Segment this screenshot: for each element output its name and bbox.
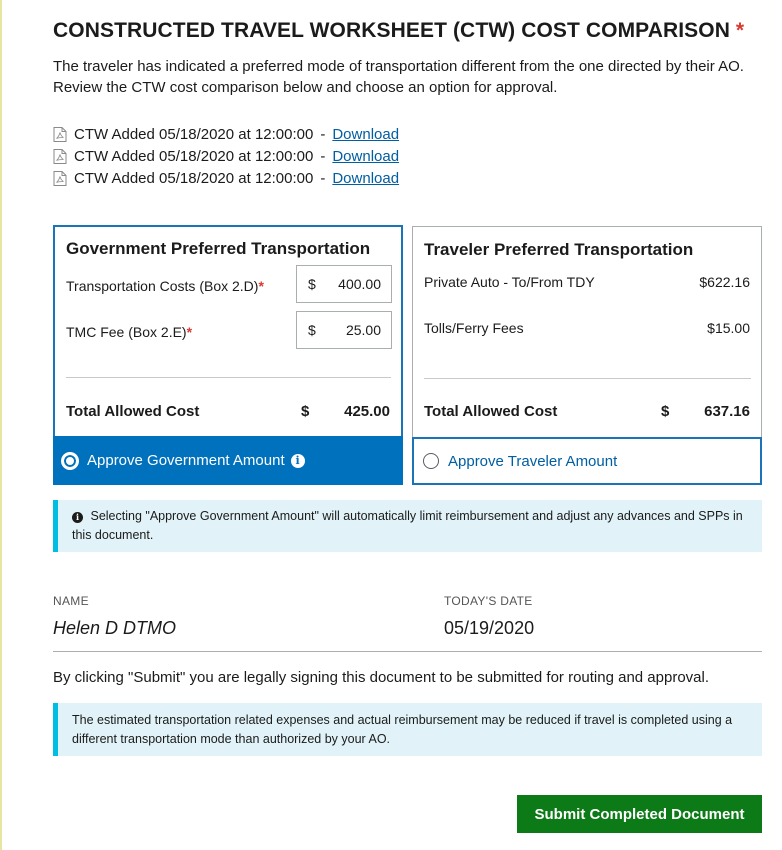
- intro-text: The traveler has indicated a preferred mode of transportation different from the one directed by their AO. Review the CTW cost comparison below and choose an option for approval.: [53, 58, 744, 96]
- info-icon[interactable]: i: [291, 454, 305, 468]
- tmc-fee-value: 25.00: [345, 322, 381, 338]
- currency-symbol: $: [308, 322, 316, 338]
- download-link[interactable]: Download: [332, 169, 400, 187]
- todays-date: 05/19/2020: [444, 618, 535, 638]
- attachment-separator: -: [320, 125, 326, 143]
- attachment-separator: -: [320, 169, 326, 187]
- attachment-separator: -: [320, 147, 326, 165]
- signature-divider: [53, 651, 762, 652]
- card-divider: [66, 377, 391, 378]
- approval-info-alert: [53, 500, 762, 552]
- pdf-file-icon: [53, 149, 67, 164]
- legal-signing-text: By clicking "Submit" you are legally signing this document to be submitted for routing and approval.: [53, 669, 710, 686]
- approve-government-label: Approve Government Amount: [87, 452, 285, 469]
- traveler-total-currency: $: [661, 403, 670, 420]
- private-auto-label: Private Auto - To/From TDY: [424, 274, 595, 290]
- government-cost-card: [53, 225, 403, 485]
- attachment-label: CTW Added 05/18/2020 at 12:00:00: [74, 125, 314, 143]
- approve-traveler-label: Approve Traveler Amount: [448, 452, 618, 470]
- traveler-total-label: Total Allowed Cost: [424, 403, 558, 420]
- pdf-file-icon: [53, 171, 67, 186]
- card-divider: [424, 378, 751, 379]
- government-total-value: 425.00: [344, 403, 390, 420]
- submit-completed-document-button[interactable]: Submit Completed Document: [517, 795, 762, 833]
- date-label: TODAY'S DATE: [444, 594, 533, 608]
- traveler-card-title: Traveler Preferred Transportation: [424, 240, 694, 259]
- approve-government-option[interactable]: [53, 436, 403, 485]
- approve-traveler-radio[interactable]: [423, 453, 439, 469]
- attachment-row: [53, 145, 453, 167]
- tmc-fee-input[interactable]: [296, 311, 392, 349]
- tolls-ferry-value: $15.00: [707, 320, 750, 336]
- government-card-title: Government Preferred Transportation: [66, 239, 371, 258]
- tmc-fee-label: TMC Fee (Box 2.E)*: [66, 324, 193, 340]
- attachment-list: [53, 123, 453, 189]
- required-marker: *: [258, 278, 264, 294]
- attachment-label: CTW Added 05/18/2020 at 12:00:00: [74, 169, 314, 187]
- attachment-row: [53, 167, 453, 189]
- download-link[interactable]: Download: [332, 147, 400, 165]
- pdf-file-icon: [53, 127, 67, 142]
- transportation-costs-label: Transportation Costs (Box 2.D)*: [66, 278, 264, 294]
- estimate-info-text: The estimated transportation related expenses and actual reimbursement may be reduced if travel is completed using a different transportation mode than authorized by your AO.: [72, 713, 733, 746]
- name-label: NAME: [53, 594, 89, 608]
- tolls-ferry-label: Tolls/Ferry Fees: [424, 320, 524, 336]
- private-auto-value: $622.16: [699, 274, 750, 290]
- attachment-row: [53, 123, 453, 145]
- signer-name: Helen D DTMO: [53, 618, 177, 638]
- approve-government-radio[interactable]: [62, 453, 78, 469]
- required-marker: *: [735, 19, 745, 42]
- left-edge-rule: [0, 0, 2, 850]
- required-marker: *: [186, 324, 193, 340]
- transportation-costs-input[interactable]: [296, 265, 392, 303]
- page-title: CONSTRUCTED TRAVEL WORKSHEET (CTW) COST COMPARISON *: [53, 19, 745, 42]
- attachment-label: CTW Added 05/18/2020 at 12:00:00: [74, 147, 314, 165]
- info-icon: i: [72, 512, 83, 523]
- government-total-currency: $: [301, 403, 310, 420]
- approval-info-text: Selecting "Approve Government Amount" will automatically limit reimbursement and adjust any advances and SPPs in this document.: [72, 509, 743, 542]
- traveler-total-value: 637.16: [704, 403, 750, 420]
- traveler-cost-card: [412, 226, 762, 485]
- transportation-costs-value: 400.00: [338, 276, 381, 292]
- estimate-info-alert: [53, 703, 762, 756]
- approve-traveler-option[interactable]: [412, 437, 762, 485]
- government-total-label: Total Allowed Cost: [66, 403, 200, 420]
- download-link[interactable]: Download: [332, 125, 400, 143]
- currency-symbol: $: [308, 276, 316, 292]
